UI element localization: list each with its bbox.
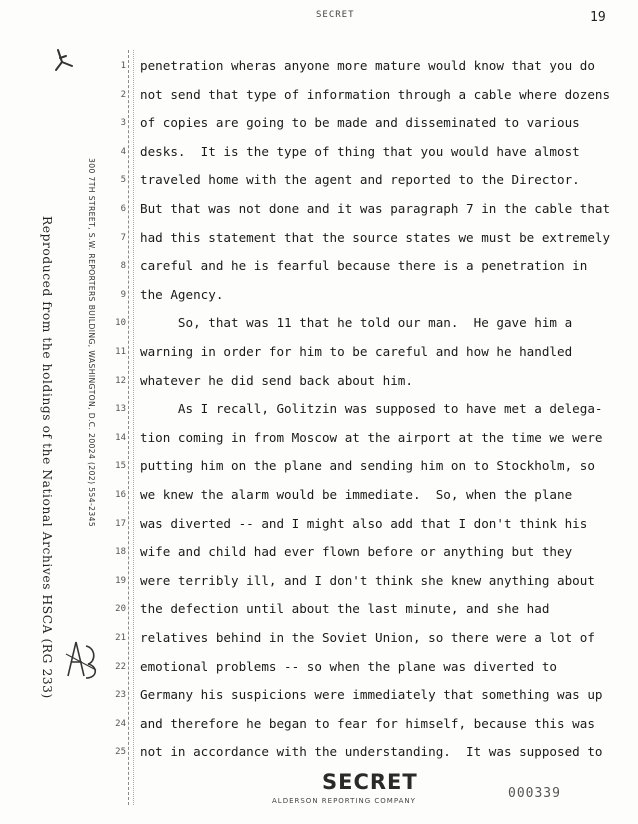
transcript-line: whatever he did send back about him.: [140, 372, 413, 388]
transcript-line: was diverted -- and I might also add that I don't think his: [140, 515, 588, 531]
transcript-line: were terribly ill, and I don't think she knew anything about: [140, 572, 595, 588]
line-number: 22: [115, 661, 126, 672]
line-number: 1: [120, 61, 126, 71]
line-number: 6: [120, 204, 126, 214]
document-number: 000339: [508, 786, 561, 801]
line-number: 14: [115, 432, 126, 443]
transcript-line: the defection until about the last minute, and she had: [140, 601, 550, 617]
transcript-line: careful and he is fearful because there is a penetration in: [140, 258, 588, 274]
line-number: 19: [115, 575, 126, 586]
line-number: 2: [120, 89, 126, 100]
transcript-line: warning in order for him to be careful and how he handled: [140, 344, 573, 359]
line-number: 5: [120, 175, 126, 186]
archives-reproduction-notice: Reproduced from the holdings of the National Archives HSCA (RG 233): [40, 216, 54, 699]
transcript-line: emotional problems -- so when the plane was diverted to: [140, 658, 558, 674]
transcript-line: As I recall, Golitzin was supposed to have met a delega-: [140, 401, 603, 417]
transcript-line: relatives behind in the Soviet Union, so there were a lot of: [140, 630, 595, 645]
transcript-line: traveled home with the agent and reported to the Director.: [140, 172, 580, 188]
transcript-line: penetration wheras anyone more mature would know that you do: [140, 58, 595, 73]
line-number: 16: [115, 490, 126, 500]
handwritten-initials-icon: [62, 636, 102, 682]
line-number: 8: [120, 261, 126, 272]
line-number: 4: [120, 146, 126, 157]
line-number: 3: [120, 118, 126, 129]
transcript-line: had this statement that the source states we must be extremely: [140, 229, 611, 245]
line-number: 10: [115, 318, 126, 329]
line-number: 17: [115, 518, 126, 529]
line-number: 9: [120, 289, 126, 300]
line-number: 7: [120, 232, 126, 243]
margin-rule: [128, 50, 130, 805]
reporting-company-name: ALDERSON REPORTING COMPANY: [272, 797, 416, 805]
footer-classification-stamp: SECRET: [322, 770, 418, 794]
line-number: 11: [115, 347, 126, 357]
line-number: 20: [115, 604, 126, 615]
transcript-line: desks. It is the type of thing that you would have almost: [140, 143, 580, 159]
margin-rule-secondary: [133, 50, 135, 805]
line-number: 21: [115, 633, 126, 643]
transcript-line: we knew the alarm would be immediate. So, when the plane: [140, 487, 573, 502]
transcript-line: and therefore he began to fear for himself, because this was: [140, 715, 595, 731]
line-number: 13: [115, 404, 126, 415]
line-number: 18: [115, 547, 126, 558]
transcript-line: wife and child had ever flown before or anything but they: [140, 544, 573, 560]
line-number: 12: [115, 375, 126, 386]
line-number: 24: [115, 718, 126, 729]
transcript-line: tion coming in from Moscow at the airport at the time we were: [140, 429, 603, 445]
transcript-line: putting him on the plane and sending him on to Stockholm, so: [140, 458, 595, 474]
line-number: 25: [115, 747, 126, 758]
transcript-line: But that was not done and it was paragraph 7 in the cable that: [140, 201, 611, 216]
handwritten-mark-icon: [50, 48, 80, 78]
transcript-line: of copies are going to be made and disseminated to various: [140, 115, 580, 131]
page-number: 19: [590, 10, 606, 25]
header-classification-mark: SECRET: [316, 10, 355, 20]
transcript-line: So, that was 11 that he told our man. He gave him a: [140, 315, 573, 331]
transcript-line: not send that type of information through a cable where dozens: [140, 86, 611, 102]
reporter-address: 300 7TH STREET, S.W. REPORTERS BUILDING, WASHINGTON, D.C. 20024 (202) 554-2345: [87, 158, 96, 528]
transcript-line: the Agency.: [140, 286, 224, 302]
transcript-line: not in accordance with the understanding. It was supposed to: [140, 744, 603, 760]
transcript-line: Germany his suspicions were immediately that something was up: [140, 687, 603, 703]
line-number: 23: [115, 690, 126, 701]
line-number: 15: [115, 461, 126, 472]
